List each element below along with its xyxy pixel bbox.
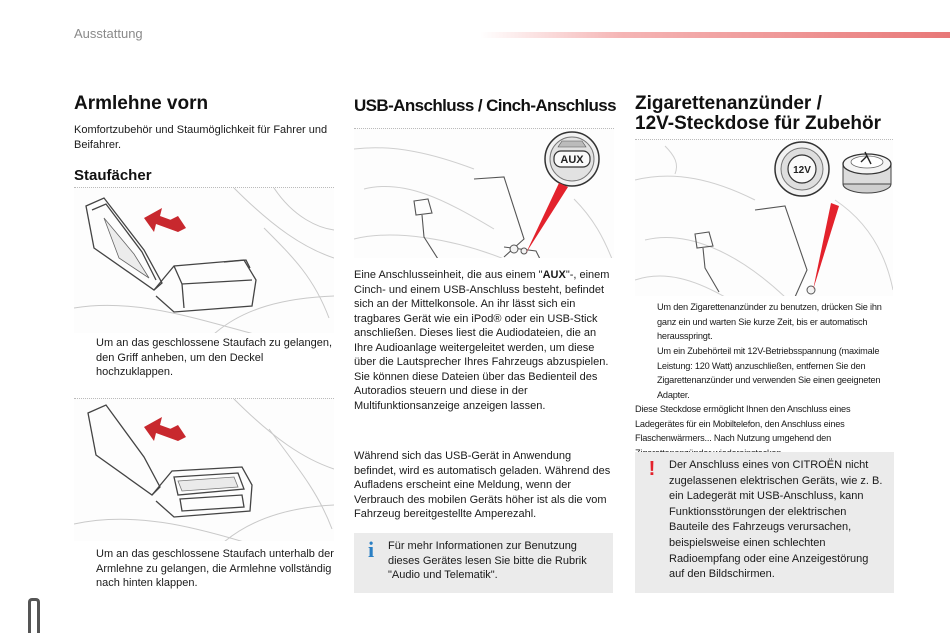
armrest-storage-illustration xyxy=(74,398,334,541)
page-edge-marker xyxy=(28,598,40,633)
socket-12v-illustration xyxy=(635,139,893,296)
storage-subtitle: Staufächer xyxy=(74,167,152,184)
info-icon: i xyxy=(367,537,375,562)
usb-title: USB-Anschluss / Cinch-Anschluss xyxy=(354,96,616,115)
armrest-bullet-1: Um an das geschlossene Staufach zu gelangen, den Griff anheben, um den Deckel hochzuklappen. xyxy=(74,336,336,380)
pointer-icon xyxy=(635,300,657,344)
usb-column xyxy=(354,94,616,116)
socket-column xyxy=(635,94,897,134)
pointer-icon xyxy=(635,344,657,402)
socket-usage-note: Diese Steckdose ermöglicht Ihnen den Anschluss eines Ladegerätes für ein Mobiltelefon, den Anschluss eines Flaschenwärmers... Nach Nutzung umgehend den xyxy=(635,404,851,443)
armrest-bullet-2: Um an das geschlossene Staufach unterhalb der Armlehne zu gelangen, die Armlehne vollständig nach hinten klappen. xyxy=(74,547,336,591)
socket-warning-box xyxy=(635,452,894,593)
socket-title-line1: Zigarettenanzünder / xyxy=(635,93,822,114)
usb-charging-note: Während sich das USB-Gerät in Anwendung befindet, wird es automatisch geladen. Während des Aufladens erscheint eine Meldung, wenn der Verbrauch des mobilen Geräts höher ist als die vom Fahrzeug bereitgestellte Amperezahl. xyxy=(354,450,611,520)
header-accent-bar xyxy=(480,32,950,38)
pointer-icon xyxy=(74,336,96,380)
aux-label: AUX xyxy=(560,154,584,166)
section-label: Ausstattung xyxy=(74,26,143,41)
socket-title-line2: 12V-Steckdose für Zubehör xyxy=(635,113,882,134)
armrest-lid-illustration xyxy=(74,187,334,333)
usb-info-text: Für mehr Informationen zur Benutzung dieses Gerätes lesen Sie bitte die Rubrik "Audio und Telematik". xyxy=(388,540,587,581)
socket-warning-text: Der Anschluss eines von CITROËN nicht zugelassenen elektrischen Geräts, wie z. B. ein Ladegerät mit USB-Anschluss, kann Funktionsstörungen der elektrischen Bauteile des Fahrzeugs verursachen, beispielsweise einen schlechten Radioempfang oder eine Anzeigestörung auf den Bildschirmen. xyxy=(669,459,883,581)
socket-bullet-2: Um ein Zubehörteil mit 12V-Betriebsspannung (maximale Leistung: 120 Watt) anzuschließen, entfernen Sie den Zigarettenanzünder und verwenden Sie einen geeigneten Adapter. xyxy=(635,344,897,402)
armrest-title: Armlehne vorn xyxy=(74,93,209,114)
usb-info-box xyxy=(354,533,613,593)
socket-bullet-1: Um den Zigarettenanzünder zu benutzen, drücken Sie ihn ganz ein und warten Sie kurze Zeit, bis er automatisch herausspringt. xyxy=(635,300,897,344)
armrest-column xyxy=(74,94,336,184)
pointer-icon xyxy=(74,547,96,591)
warning-icon: ! xyxy=(648,458,656,480)
usb-aux-illustration xyxy=(354,128,614,258)
socket-12v-label: 12V xyxy=(793,165,811,176)
usb-description: Eine Anschlusseinheit, die aus einem "AUX"-, einem Cinch- und einem USB-Anschluss besteht, befindet sich an der Mittelkonsole. An ihr lässt sich ein tragbares Gerät wie ein iPod® oder ein USB-Stick anschließen. Dieses liest die Audiodateien, die an Ihre Audioanlage weitergeleitet werden, um diese über die Lautsprecher Ihres Fahrzeugs abzuspielen. Sie können diese Dateien über das Bedienteil des Autoradios steuern und diese in der Multifunktionsanzeige anzeigen lassen. xyxy=(354,269,610,412)
armrest-intro: Komfortzubehör und Staumöglichkeit für Fahrer und Beifahrer. xyxy=(74,124,328,151)
